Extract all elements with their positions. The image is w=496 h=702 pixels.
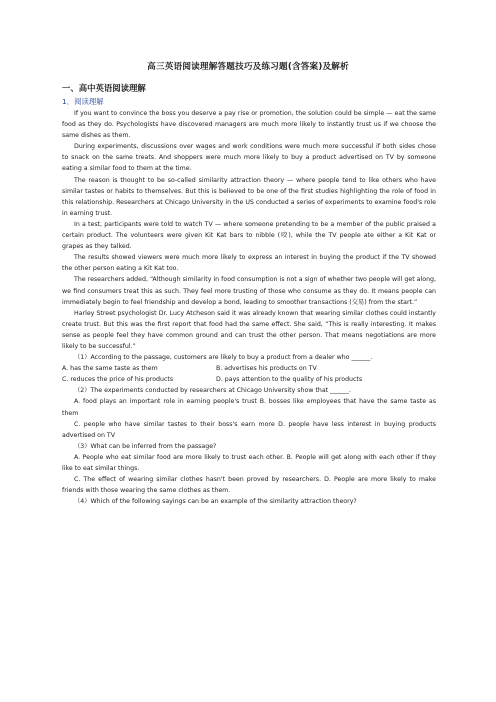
paragraph: The researchers added, “Although similarity in food consumption is not a sign of whether two people will get along, we find consumers treat this as such. They feel more trusting of those who consume as they do. It means people can immediately begin to feel friendship and develop a bond, leading to smoother transactions (交易) from the start.” — [62, 276, 436, 306]
option-a: A. has the same taste as them — [62, 365, 158, 373]
passage-body — [62, 108, 436, 507]
option-d: D. pays attention to the quality of his products — [216, 376, 363, 384]
paragraph: If you want to convince the boss you deserve a pay rise or promotion, the solution could be simple — eat the same food as they do. Psychologists have discovered managers are much more likely to instantly trust us if we choose the same dishes as them. — [62, 110, 436, 140]
question-1-options-row-1 — [62, 363, 436, 374]
paragraph: During experiments, discussions over wages and work conditions were much more successful if both sides chose to snack on the same treats. And shoppers were much more likely to buy a product advertised on TV by someone eating a similar food to them at the time. — [62, 143, 436, 173]
question-3-options-cd: C. The effect of wearing similar clothes hasn't been proved by researchers. D. People are more likely to make friends with those wearing the same clothes as them. — [62, 476, 436, 495]
option-b: B. advertises his products on TV — [216, 365, 317, 373]
question-3-options-ab: A. People who eat similar food are more likely to trust each other. B. People will get along with each other if they like to eat similar things. — [62, 453, 436, 472]
document-title: 高三英语阅读理解答题技巧及练习题(含答案)及解析 — [147, 62, 349, 72]
question-1-options-row-2 — [62, 374, 436, 385]
sub-heading: 1．阅读理解 — [62, 97, 104, 106]
question-4: （4）Which of the following sayings can be an example of the similarity attraction theory? — [74, 498, 357, 506]
question-1: （1）According to the passage, customers are likely to buy a product from a dealer who ______. — [74, 354, 373, 362]
section-heading: 一、高中英语阅读理解 — [62, 83, 146, 93]
question-2-options-ab: A. food plays an important role in earning people's trust B. bosses like employees that have the same taste as them — [62, 398, 436, 417]
paragraph: Harley Street psychologist Dr. Lucy Atcheson said it was already known that wearing similar clothes could instantly create trust. But this was the first report that food had the same effect. She said, “This is really interesting. It makes sense as people feel they have common ground and can trust the other person. That means negotiations are more likely to be successful.” — [62, 309, 436, 350]
paragraph: In a test, participants were told to watch TV — where someone pretending to be a member of the public praised a certain product. The volunteers were given Kit Kat bars to nibble (咬), while the TV people ate either a Kit Kat or grapes as they talked. — [62, 220, 436, 251]
paragraph: The results showed viewers were much more likely to express an interest in buying the product if the TV showed the other person eating a Kit Kat too. — [62, 254, 436, 273]
question-2-options-cd: C. people who have similar tastes to their boss's earn more D. people have less interest in buying products advertised on TV — [62, 420, 436, 439]
question-2: （2）The experiments conducted by researchers at Chicago University show that ______. — [74, 387, 351, 395]
question-3: （3）What can be inferred from the passage? — [74, 442, 217, 450]
paragraph: The reason is thought to be so-called similarity attraction theory — where people tend to like others who have similar tastes or habits to themselves. But this is believed to be one of the first studies highlighting the role of food in this relationship. Researchers at Chicago University in the US conducted a series of experiments to examine food's role in earning trust. — [62, 176, 436, 217]
option-c: C. reduces the price of his products — [62, 376, 174, 384]
